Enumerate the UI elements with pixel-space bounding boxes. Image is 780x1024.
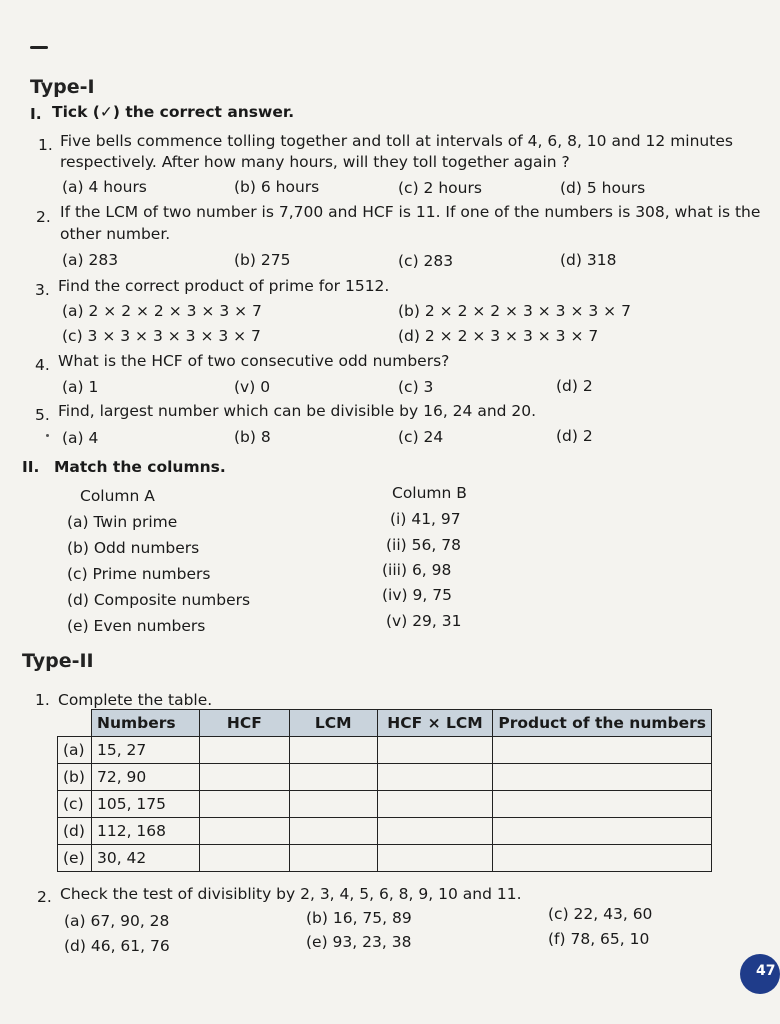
column-a-item: (b) Odd numbers: [67, 539, 200, 557]
question-2-option-c[interactable]: (c) 283: [398, 252, 454, 270]
question-4-text: What is the HCF of two consecutive odd numbers?: [58, 352, 450, 370]
type2-question-2-number: 2.: [37, 888, 52, 906]
hcf-x-lcm-answer-cell[interactable]: [377, 737, 493, 764]
question-2-option-b[interactable]: (b) 275: [234, 251, 291, 269]
question-3-option-d[interactable]: (d) 2 × 2 × 3 × 3 × 3 × 7: [398, 327, 599, 345]
question-2-option-a[interactable]: (a) 283: [62, 251, 119, 269]
column-b-item: (v) 29, 31: [386, 612, 462, 630]
hcf-x-lcm-answer-cell[interactable]: [377, 818, 493, 845]
row-numbers: 105, 175: [91, 791, 199, 818]
row-numbers: 112, 168: [91, 818, 199, 845]
question-5-option-b[interactable]: (b) 8: [234, 428, 271, 446]
question-2-option-d[interactable]: (d) 318: [560, 251, 617, 269]
type-1-heading: Type-I: [30, 76, 95, 98]
section-2-roman: II.: [22, 458, 40, 476]
question-1-option-a[interactable]: (a) 4 hours: [62, 178, 147, 196]
row-numbers: 30, 42: [91, 845, 199, 872]
product-answer-cell[interactable]: [493, 818, 712, 845]
question-3-number: 3.: [35, 281, 50, 299]
lcm-answer-cell[interactable]: [289, 791, 377, 818]
table-header-product: Product of the numbers: [493, 710, 712, 737]
hcf-lcm-table: [57, 709, 712, 872]
question-5-number: 5.: [35, 406, 50, 424]
type2-question-2-option-e: (e) 93, 23, 38: [306, 933, 412, 951]
question-2-text-line1: If the LCM of two number is 7,700 and HCF is 11. If one of the numbers is 308, what is the: [60, 203, 761, 221]
row-label: (d): [58, 818, 92, 845]
type2-question-2-option-c: (c) 22, 43, 60: [548, 905, 653, 923]
type2-question-1-number: 1.: [35, 691, 50, 709]
question-1-option-d[interactable]: (d) 5 hours: [560, 179, 646, 197]
table-header-lcm: LCM: [289, 710, 377, 737]
question-3-option-b[interactable]: (b) 2 × 2 × 2 × 3 × 3 × 3 × 7: [398, 302, 631, 320]
type-2-heading: Type-II: [22, 650, 94, 672]
type2-question-2-text: Check the test of divisiblity by 2, 3, 4, 5, 6, 8, 9, 10 and 11.: [60, 885, 522, 903]
page-number: 47: [756, 963, 776, 979]
question-1-option-c[interactable]: (c) 2 hours: [398, 179, 482, 197]
hcf-x-lcm-answer-cell[interactable]: [377, 791, 493, 818]
lcm-answer-cell[interactable]: [289, 845, 377, 872]
question-4-number: 4.: [35, 356, 50, 374]
column-a-item: (e) Even numbers: [67, 617, 206, 635]
question-5-option-c[interactable]: (c) 24: [398, 428, 444, 446]
question-2-text-line2: other number.: [60, 225, 171, 243]
hcf-answer-cell[interactable]: [199, 764, 289, 791]
table-row: [58, 764, 712, 791]
column-a-heading: Column A: [80, 487, 155, 505]
table-row: [58, 845, 712, 872]
question-2-number: 2.: [36, 208, 51, 226]
section-2-title: Match the columns.: [54, 458, 226, 476]
column-b-heading: Column B: [392, 484, 467, 502]
row-numbers: 15, 27: [91, 737, 199, 764]
table-row: [58, 791, 712, 818]
row-numbers: 72, 90: [91, 764, 199, 791]
question-5-option-a[interactable]: (a) 4: [62, 429, 99, 447]
table-header-hcf: HCF: [199, 710, 289, 737]
question-4-option-b[interactable]: (v) 0: [234, 378, 271, 396]
product-answer-cell[interactable]: [493, 845, 712, 872]
table-row: [58, 737, 712, 764]
page-number-badge: [740, 954, 780, 994]
column-a-item: (c) Prime numbers: [67, 565, 211, 583]
column-a-item: (a) Twin prime: [67, 513, 178, 531]
product-answer-cell[interactable]: [493, 791, 712, 818]
table-header-numbers: Numbers: [91, 710, 199, 737]
type2-question-2-option-d: (d) 46, 61, 76: [64, 937, 170, 955]
section-1-title: Tick (✓) the correct answer.: [52, 103, 295, 121]
hcf-x-lcm-answer-cell[interactable]: [377, 845, 493, 872]
type2-question-2-option-f: (f) 78, 65, 10: [548, 930, 650, 948]
type2-question-2-option-a: (a) 67, 90, 28: [64, 912, 170, 930]
column-b-item: (iii) 6, 98: [382, 561, 452, 579]
question-3-option-c[interactable]: (c) 3 × 3 × 3 × 3 × 3 × 7: [62, 327, 261, 345]
type2-question-2-option-b: (b) 16, 75, 89: [306, 909, 412, 927]
hcf-answer-cell[interactable]: [199, 818, 289, 845]
column-a-item: (d) Composite numbers: [67, 591, 251, 609]
section-1-roman: I.: [30, 105, 42, 123]
table-corner-cell: [58, 710, 92, 737]
decorative-dash: [30, 46, 48, 49]
product-answer-cell[interactable]: [493, 764, 712, 791]
lcm-answer-cell[interactable]: [289, 737, 377, 764]
lcm-answer-cell[interactable]: [289, 818, 377, 845]
product-answer-cell[interactable]: [493, 737, 712, 764]
question-5-text: Find, largest number which can be divisible by 16, 24 and 20.: [58, 402, 537, 420]
question-1-text-line1: Five bells commence tolling together and toll at intervals of 4, 6, 8, 10 and 12 minutes: [60, 132, 733, 150]
question-1-option-b[interactable]: (b) 6 hours: [234, 178, 320, 196]
lcm-answer-cell[interactable]: [289, 764, 377, 791]
column-b-item: (iv) 9, 75: [382, 586, 452, 604]
question-5-option-d[interactable]: (d) 2: [556, 427, 593, 445]
row-label: (b): [58, 764, 92, 791]
column-b-item: (i) 41, 97: [390, 510, 461, 528]
question-1-number: 1.: [38, 136, 53, 154]
row-label: (e): [58, 845, 92, 872]
question-1-text-line2: respectively. After how many hours, will they toll together again ?: [60, 153, 570, 171]
type2-question-1-text: Complete the table.: [58, 691, 213, 709]
hcf-answer-cell[interactable]: [199, 791, 289, 818]
question-3-option-a[interactable]: (a) 2 × 2 × 2 × 3 × 3 × 7: [62, 302, 262, 320]
question-4-option-c[interactable]: (c) 3: [398, 378, 434, 396]
column-b-item: (ii) 56, 78: [386, 536, 461, 554]
hcf-x-lcm-answer-cell[interactable]: [377, 764, 493, 791]
stray-dot: [46, 434, 49, 437]
row-label: (a): [58, 737, 92, 764]
hcf-answer-cell[interactable]: [199, 845, 289, 872]
question-4-option-a[interactable]: (a) 1: [62, 378, 99, 396]
row-label: (c): [58, 791, 92, 818]
table-header-row: [58, 710, 712, 737]
table-row: [58, 818, 712, 845]
question-4-option-d[interactable]: (d) 2: [556, 377, 593, 395]
question-3-text: Find the correct product of prime for 1512.: [58, 277, 390, 295]
hcf-answer-cell[interactable]: [199, 737, 289, 764]
table-header-hcf-x-lcm: HCF × LCM: [377, 710, 493, 737]
